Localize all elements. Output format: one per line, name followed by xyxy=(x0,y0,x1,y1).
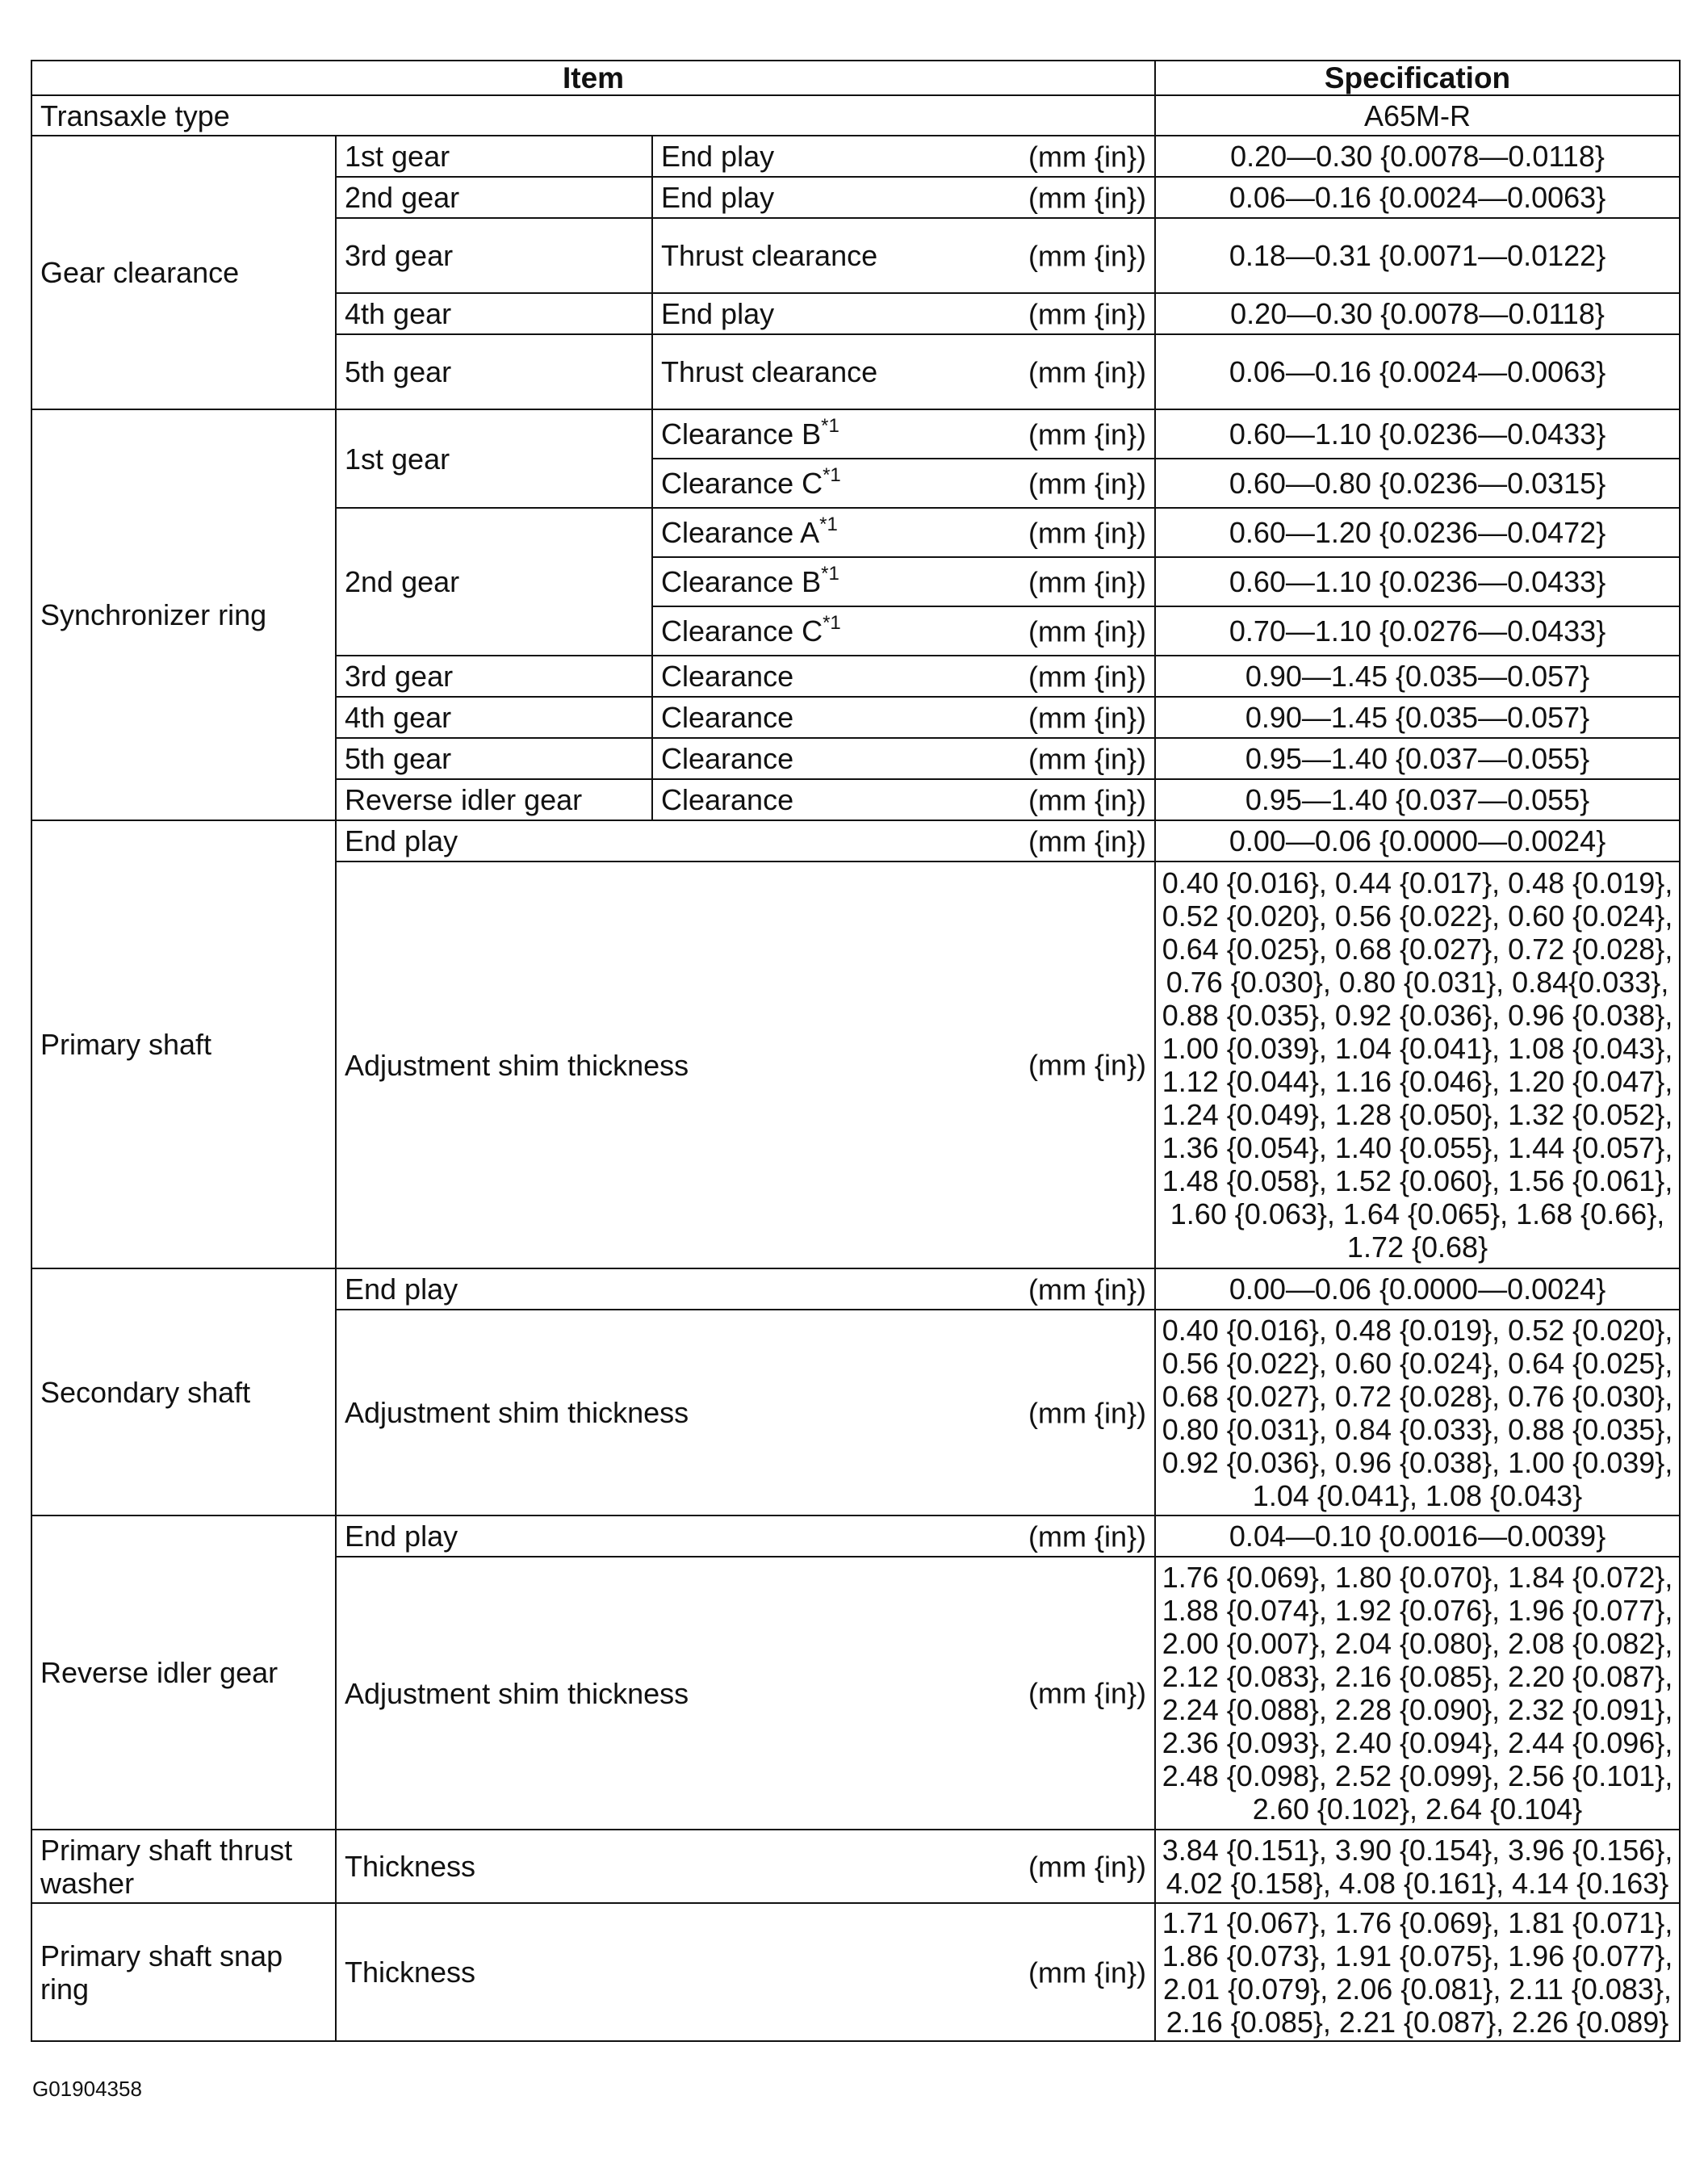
param-cell xyxy=(652,557,1155,606)
gear-cell: 4th gear xyxy=(336,697,652,738)
unit-label: (mm {in}) xyxy=(1028,417,1147,451)
value-list xyxy=(1155,1557,1680,1830)
list-item: 2.12 {0.083}, 2.16 {0.085}, 2.20 {0.087}, xyxy=(1162,1660,1673,1693)
list-item: 1.88 {0.074}, 1.92 {0.076}, 1.96 {0.077}, xyxy=(1162,1594,1673,1627)
list-item: 1.36 {0.054}, 1.40 {0.055}, 1.44 {0.057}, xyxy=(1162,1131,1673,1164)
footnote-mark: *1 xyxy=(821,415,839,437)
value-list xyxy=(1155,1830,1680,1903)
unit-label: (mm {in}) xyxy=(1028,516,1147,549)
snap-ring-label: Primary shaft snap ring xyxy=(31,1903,336,2041)
list-item: 2.60 {0.102}, 2.64 {0.104} xyxy=(1252,1792,1583,1826)
table-row xyxy=(31,136,1680,177)
param-label: Adjustment shim thickness xyxy=(345,1396,689,1429)
list-item: 1.04 {0.041}, 1.08 {0.043} xyxy=(1252,1478,1583,1512)
param-label: Clearance C xyxy=(661,467,823,500)
value-list xyxy=(1155,1903,1680,2041)
param-label: Thickness xyxy=(345,1956,476,1989)
list-item: 2.00 {0.007}, 2.04 {0.080}, 2.08 {0.082}, xyxy=(1162,1627,1673,1660)
list-item: 2.01 {0.079}, 2.06 {0.081}, 2.11 {0.083}, xyxy=(1163,1972,1672,2006)
param-cell xyxy=(652,656,1155,697)
table-row xyxy=(31,1830,1680,1903)
param-cell xyxy=(652,409,1155,459)
gear-clearance-label: Gear clearance xyxy=(31,136,336,409)
unit-label: (mm {in}) xyxy=(1028,1956,1147,1989)
list-item: 0.80 {0.031}, 0.84 {0.033}, 0.88 {0.035}, xyxy=(1162,1412,1673,1446)
param-cell xyxy=(652,697,1155,738)
unit-label: (mm {in}) xyxy=(1028,1272,1147,1306)
gear-cell: 1st gear xyxy=(336,136,652,177)
param-label: End play xyxy=(661,140,775,173)
value-cell: 0.95—1.40 {0.037—0.055} xyxy=(1155,738,1680,779)
param-label: Clearance A xyxy=(661,516,820,549)
unit-label: (mm {in}) xyxy=(1028,565,1147,598)
param-label: Thrust clearance xyxy=(661,239,878,272)
value-list xyxy=(1155,1310,1680,1515)
footnote-mark: *1 xyxy=(819,514,838,535)
param-label: End play xyxy=(661,297,775,330)
param-label: Clearance xyxy=(661,742,794,775)
transaxle-label: Transaxle type xyxy=(31,95,1155,136)
list-item: 0.92 {0.036}, 0.96 {0.038}, 1.00 {0.039}, xyxy=(1162,1445,1673,1479)
value-cell: 0.20—0.30 {0.0078—0.0118} xyxy=(1155,293,1680,334)
list-item: 4.02 {0.158}, 4.08 {0.161}, 4.14 {0.163} xyxy=(1166,1866,1669,1900)
value-cell: 0.00—0.06 {0.0000—0.0024} xyxy=(1155,820,1680,862)
unit-label: (mm {in}) xyxy=(1028,1048,1147,1082)
footnote-mark: *1 xyxy=(823,464,841,486)
param-cell xyxy=(652,459,1155,508)
list-item: 2.48 {0.098}, 2.52 {0.099}, 2.56 {0.101}, xyxy=(1162,1759,1673,1792)
param-label: Clearance B xyxy=(661,565,822,598)
param-label: End play xyxy=(345,1520,458,1553)
value-cell: 0.06—0.16 {0.0024—0.0063} xyxy=(1155,334,1680,409)
list-item: 2.16 {0.085}, 2.21 {0.087}, 2.26 {0.089} xyxy=(1166,2005,1669,2039)
value-cell: 0.60—1.10 {0.0236—0.0433} xyxy=(1155,557,1680,606)
list-item: 3.84 {0.151}, 3.90 {0.154}, 3.96 {0.156}, xyxy=(1162,1833,1673,1867)
param-cell xyxy=(652,136,1155,177)
value-cell: 0.90—1.45 {0.035—0.057} xyxy=(1155,697,1680,738)
param-cell xyxy=(336,1830,1155,1903)
param-cell xyxy=(652,606,1155,656)
footnote-mark: *1 xyxy=(821,563,839,585)
reverse-idler-label: Reverse idler gear xyxy=(31,1515,336,1830)
param-cell xyxy=(336,1557,1155,1830)
value-list xyxy=(1155,862,1680,1268)
value-cell: 0.95—1.40 {0.037—0.055} xyxy=(1155,779,1680,820)
table-row xyxy=(31,820,1680,862)
value-cell: 0.60—1.10 {0.0236—0.0433} xyxy=(1155,409,1680,459)
secondary-shaft-label: Secondary shaft xyxy=(31,1268,336,1515)
gear-cell: 3rd gear xyxy=(336,656,652,697)
param-cell xyxy=(336,1515,1155,1557)
gear-cell: 5th gear xyxy=(336,738,652,779)
list-item: 1.86 {0.073}, 1.91 {0.075}, 1.96 {0.077}, xyxy=(1162,1939,1673,1972)
list-item: 0.40 {0.016}, 0.44 {0.017}, 0.48 {0.019}, xyxy=(1162,866,1673,899)
unit-label: (mm {in}) xyxy=(1028,467,1147,500)
table-row xyxy=(31,1268,1680,1310)
param-cell xyxy=(652,508,1155,557)
gear-cell: 4th gear xyxy=(336,293,652,334)
param-label: End play xyxy=(661,181,775,214)
param-label: Thickness xyxy=(345,1850,476,1883)
list-item: 0.88 {0.035}, 0.92 {0.036}, 0.96 {0.038}, xyxy=(1162,999,1673,1032)
unit-label: (mm {in}) xyxy=(1028,1520,1147,1553)
param-label: Adjustment shim thickness xyxy=(345,1676,689,1710)
param-cell xyxy=(652,218,1155,293)
spec-header: Specification xyxy=(1155,61,1680,95)
gear-cell: Reverse idler gear xyxy=(336,779,652,820)
transaxle-value: A65M-R xyxy=(1155,95,1680,136)
value-cell: 0.06—0.16 {0.0024—0.0063} xyxy=(1155,177,1680,218)
list-item: 0.68 {0.027}, 0.72 {0.028}, 0.76 {0.030}, xyxy=(1162,1379,1673,1413)
table-row xyxy=(31,409,1680,459)
gear-cell: 1st gear xyxy=(336,409,652,508)
param-label: Clearance xyxy=(661,783,794,816)
list-item: 1.76 {0.069}, 1.80 {0.070}, 1.84 {0.072}, xyxy=(1162,1561,1673,1594)
gear-cell: 5th gear xyxy=(336,334,652,409)
transaxle-row xyxy=(31,95,1680,136)
param-cell xyxy=(652,779,1155,820)
unit-label: (mm {in}) xyxy=(1028,824,1147,857)
param-label: End play xyxy=(345,1272,458,1306)
value-cell: 0.00—0.06 {0.0000—0.0024} xyxy=(1155,1268,1680,1310)
value-cell: 0.18—0.31 {0.0071—0.0122} xyxy=(1155,218,1680,293)
document-id: G01904358 xyxy=(32,2077,142,2101)
list-item: 2.24 {0.088}, 2.28 {0.090}, 2.32 {0.091}, xyxy=(1162,1693,1673,1726)
param-label: Clearance B xyxy=(661,417,822,451)
unit-label: (mm {in}) xyxy=(1028,660,1147,693)
primary-shaft-label: Primary shaft xyxy=(31,820,336,1268)
list-item: 1.24 {0.049}, 1.28 {0.050}, 1.32 {0.052}, xyxy=(1162,1098,1673,1131)
list-item: 0.56 {0.022}, 0.60 {0.024}, 0.64 {0.025}, xyxy=(1162,1346,1673,1380)
param-label: Clearance xyxy=(661,701,794,734)
list-item: 1.71 {0.067}, 1.76 {0.069}, 1.81 {0.071}, xyxy=(1162,1905,1673,1939)
param-cell xyxy=(652,334,1155,409)
list-item: 2.36 {0.093}, 2.40 {0.094}, 2.44 {0.096}, xyxy=(1162,1726,1673,1759)
unit-label: (mm {in}) xyxy=(1028,181,1147,214)
value-cell: 0.20—0.30 {0.0078—0.0118} xyxy=(1155,136,1680,177)
param-label: Clearance C xyxy=(661,614,823,648)
unit-label: (mm {in}) xyxy=(1028,783,1147,816)
param-cell xyxy=(652,177,1155,218)
param-cell xyxy=(336,820,1155,862)
list-item: 1.72 {0.68} xyxy=(1346,1230,1488,1264)
unit-label: (mm {in}) xyxy=(1028,1850,1147,1883)
unit-label: (mm {in}) xyxy=(1028,701,1147,734)
table-row xyxy=(31,1515,1680,1557)
gear-cell: 3rd gear xyxy=(336,218,652,293)
synchronizer-label: Synchronizer ring xyxy=(31,409,336,820)
param-cell xyxy=(652,738,1155,779)
value-cell: 0.04—0.10 {0.0016—0.0039} xyxy=(1155,1515,1680,1557)
unit-label: (mm {in}) xyxy=(1028,239,1147,272)
unit-label: (mm {in}) xyxy=(1028,742,1147,775)
param-label: End play xyxy=(345,824,458,857)
list-item: 0.76 {0.030}, 0.80 {0.031}, 0.84{0.033}, xyxy=(1166,966,1669,999)
footnote-mark: *1 xyxy=(823,612,841,634)
param-cell xyxy=(336,1310,1155,1515)
value-cell: 0.60—0.80 {0.0236—0.0315} xyxy=(1155,459,1680,508)
list-item: 0.40 {0.016}, 0.48 {0.019}, 0.52 {0.020}, xyxy=(1162,1313,1673,1347)
list-item: 0.52 {0.020}, 0.56 {0.022}, 0.60 {0.024}, xyxy=(1162,899,1673,933)
gear-cell: 2nd gear xyxy=(336,177,652,218)
value-cell: 0.60—1.20 {0.0236—0.0472} xyxy=(1155,508,1680,557)
param-cell xyxy=(336,1268,1155,1310)
list-item: 0.64 {0.025}, 0.68 {0.027}, 0.72 {0.028}, xyxy=(1162,933,1673,966)
unit-label: (mm {in}) xyxy=(1028,614,1147,648)
header-row xyxy=(31,61,1680,95)
unit-label: (mm {in}) xyxy=(1028,355,1147,388)
param-cell xyxy=(652,293,1155,334)
param-label: Adjustment shim thickness xyxy=(345,1048,689,1082)
param-cell xyxy=(336,862,1155,1268)
unit-label: (mm {in}) xyxy=(1028,1396,1147,1429)
value-cell: 0.70—1.10 {0.0276—0.0433} xyxy=(1155,606,1680,656)
table-row xyxy=(31,1903,1680,2041)
gear-cell: 2nd gear xyxy=(336,508,652,656)
list-item: 1.48 {0.058}, 1.52 {0.060}, 1.56 {0.061}, xyxy=(1162,1164,1673,1197)
unit-label: (mm {in}) xyxy=(1028,297,1147,330)
list-item: 1.60 {0.063}, 1.64 {0.065}, 1.68 {0.66}, xyxy=(1170,1197,1665,1230)
value-cell: 0.90—1.45 {0.035—0.057} xyxy=(1155,656,1680,697)
list-item: 1.00 {0.039}, 1.04 {0.041}, 1.08 {0.043}, xyxy=(1162,1032,1673,1065)
specification-table xyxy=(31,60,1681,2042)
thrust-washer-label: Primary shaft thrust washer xyxy=(31,1830,336,1903)
param-label: Clearance xyxy=(661,660,794,693)
unit-label: (mm {in}) xyxy=(1028,1676,1147,1710)
unit-label: (mm {in}) xyxy=(1028,140,1147,173)
list-item: 1.12 {0.044}, 1.16 {0.046}, 1.20 {0.047}, xyxy=(1162,1065,1673,1098)
item-header: Item xyxy=(31,61,1155,95)
param-label: Thrust clearance xyxy=(661,355,878,388)
param-cell xyxy=(336,1903,1155,2041)
